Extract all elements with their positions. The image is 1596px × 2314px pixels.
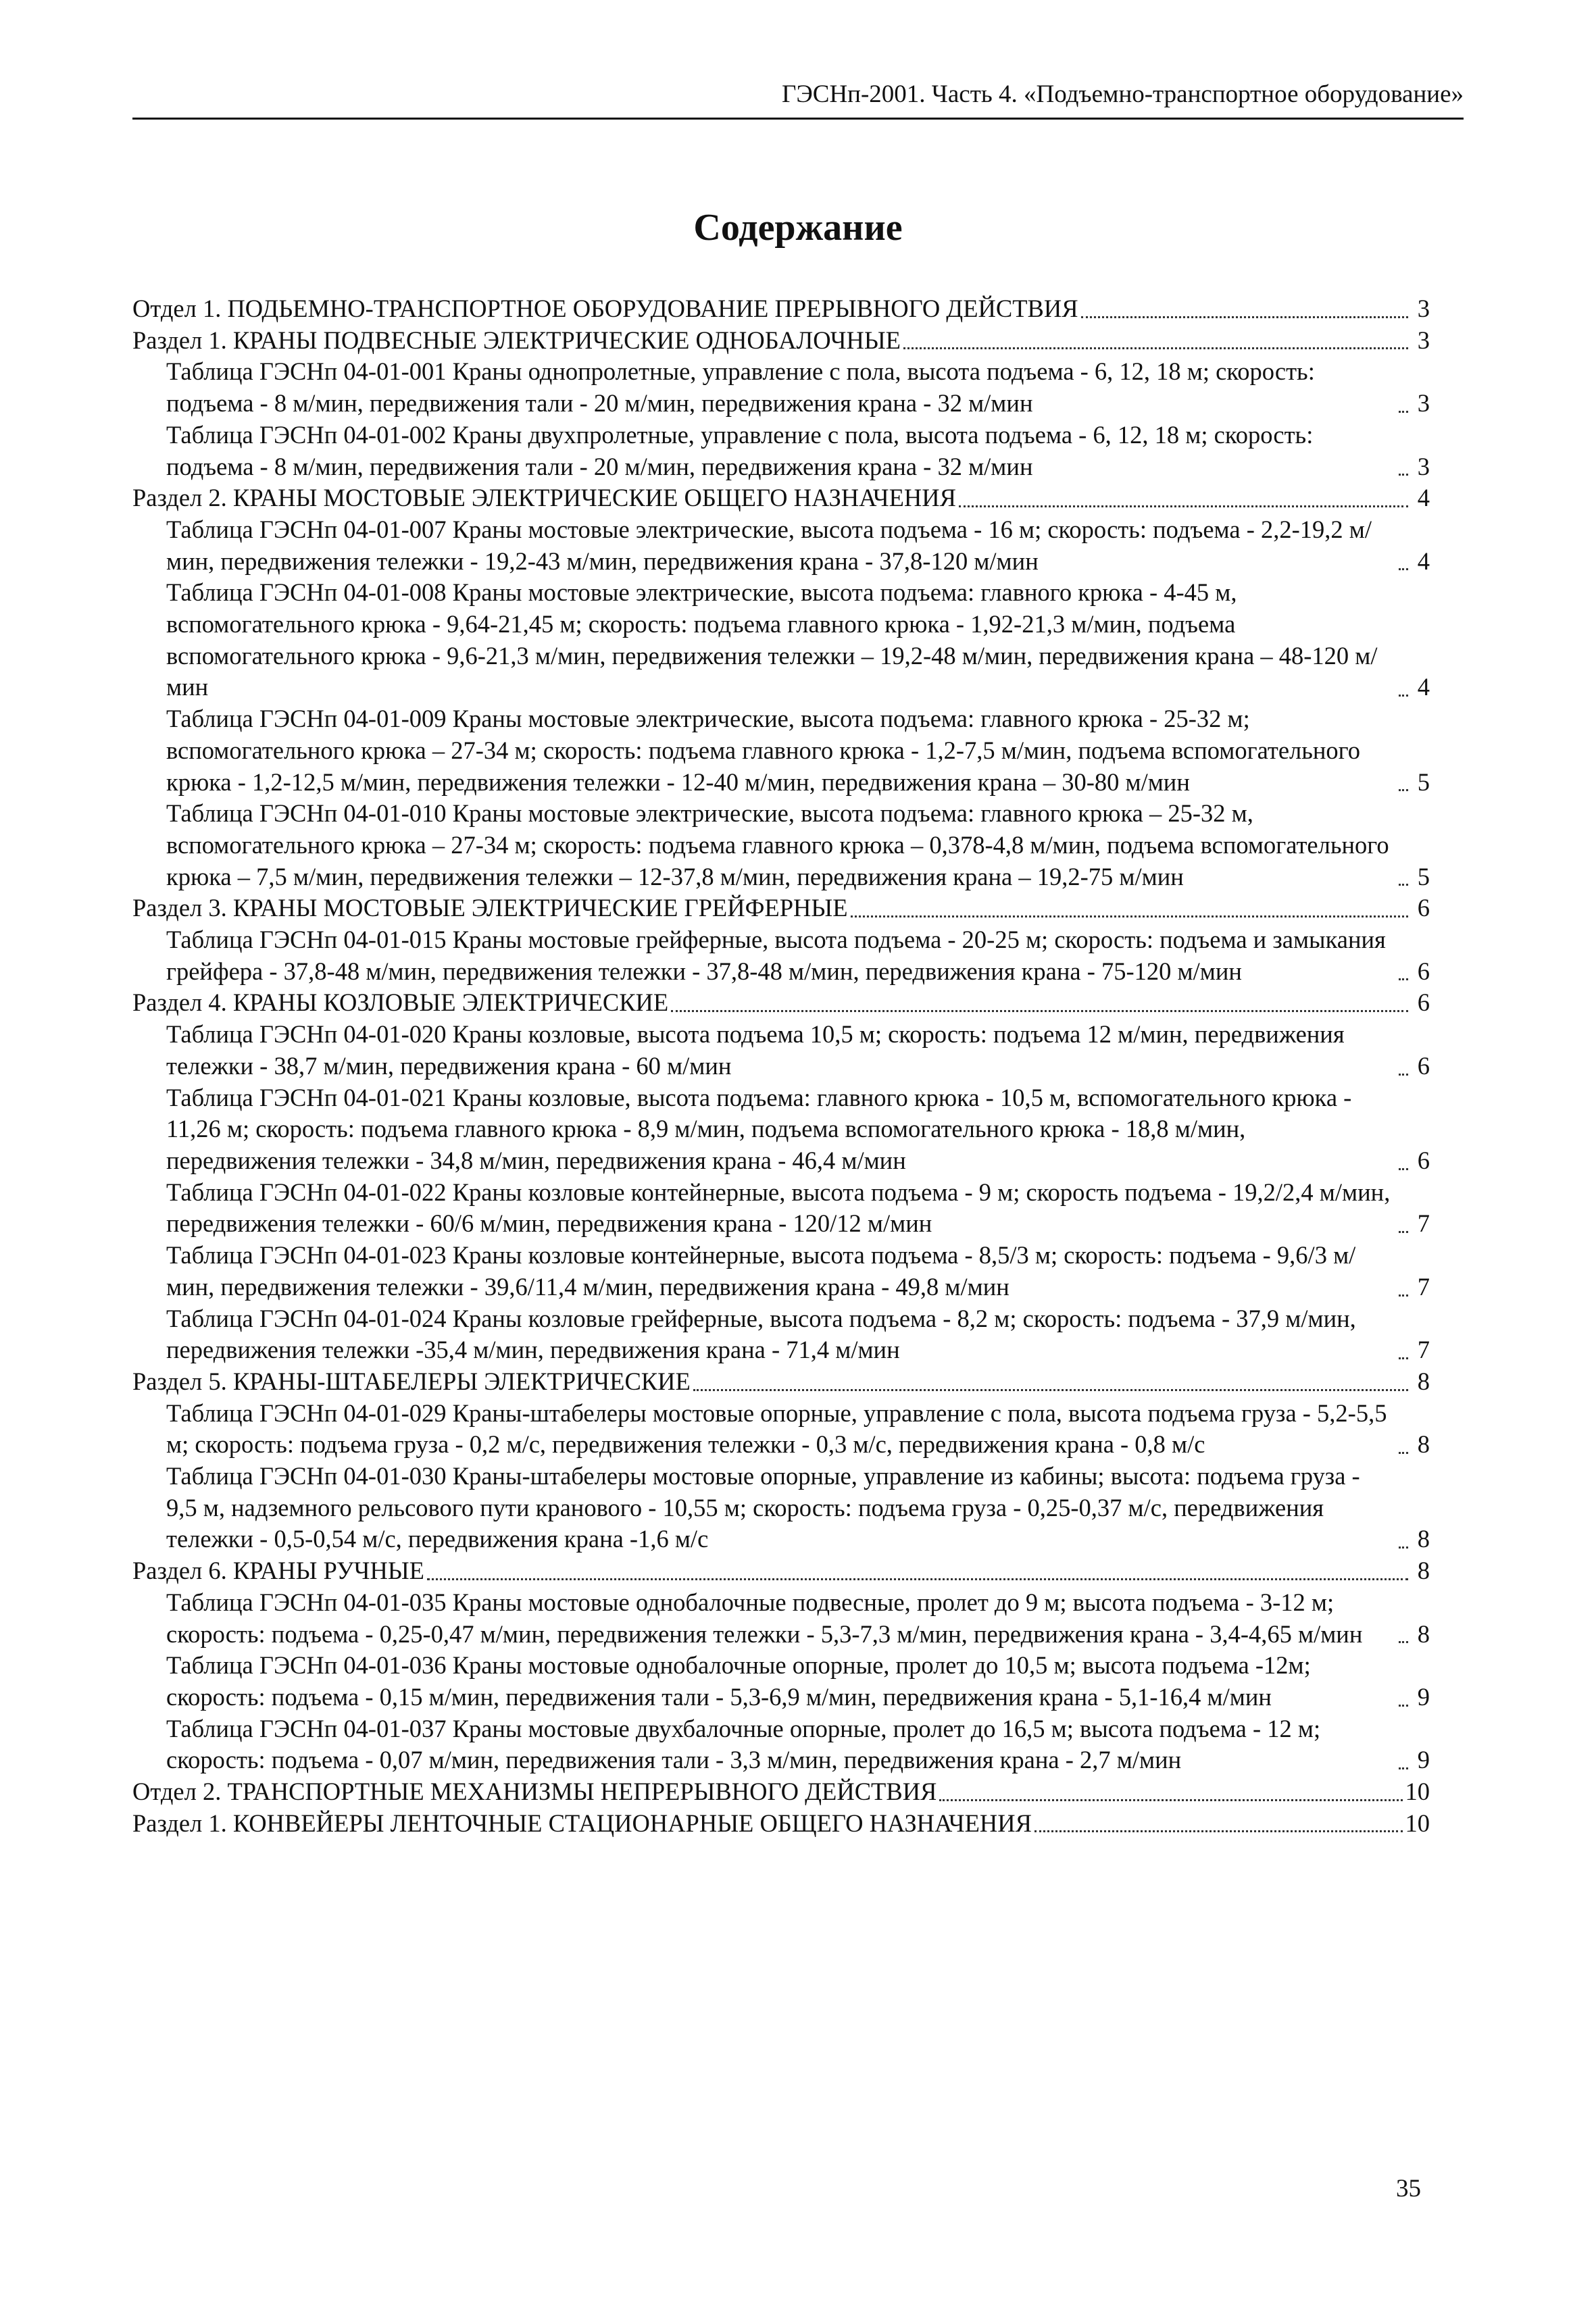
toc-entry-text: Раздел 3. КРАНЫ МОСТОВЫЕ ЭЛЕКТРИЧЕСКИЕ ГРЕЙФЕРНЫЕ (132, 894, 848, 922)
dot-leader (1399, 695, 1408, 697)
toc-entry-table[interactable] (132, 1587, 1430, 1650)
toc-entry-page: 3 (1417, 295, 1430, 322)
dot-leader (1399, 978, 1408, 980)
toc-entry-page: 3 (1417, 452, 1430, 480)
toc-entry-page: 6 (1417, 894, 1430, 922)
toc-entry-text: Таблица ГЭСНп 04-01-001 Краны однопролетные, управление с пола, высота подъема - 6, 12, 18 м; скорость: подъема - 8 м/мин, передвижения тали - 20 м/мин, передвижения крана - 32 м/мин (166, 357, 1315, 418)
toc-entry-text: Таблица ГЭСНп 04-01-022 Краны козловые контейнерные, высота подъема - 9 м; скорость подъема - 19,2/2,4 м/мин, передвижения тележки - 60/6 м/мин, передвижения крана - 120/12 м/мин (166, 1178, 1391, 1238)
toc-entry-page: 8 (1417, 1525, 1430, 1553)
toc-entry-table[interactable] (132, 1303, 1430, 1366)
toc-entry-page: 6 (1417, 1051, 1430, 1080)
toc-entry-section[interactable] (132, 892, 1430, 924)
dot-leader (1399, 1231, 1408, 1233)
toc-entry-page: 3 (1417, 389, 1430, 418)
page-title: Содержание (693, 207, 903, 249)
dot-leader (671, 1010, 1408, 1012)
dot-leader (1399, 1705, 1408, 1707)
toc-entry-page: 6 (1417, 988, 1430, 1017)
toc-entry-text: Раздел 6. КРАНЫ РУЧНЫЕ (132, 1557, 424, 1585)
toc-entry-table[interactable] (132, 1650, 1430, 1713)
toc-entry-page: 5 (1417, 862, 1430, 890)
toc-entry-text: Таблица ГЭСНп 04-01-035 Краны мостовые однобалочные подвесные, пролет до 9 м; высота подъема - 3-12 м; скорость: подъема - 0,25-0,47 м/мин, передвижения тележки - 5,3-7,3 м/мин, передвижения крана - 3,4-4,65 м/мин (166, 1588, 1363, 1648)
dot-leader (1034, 1830, 1403, 1832)
toc-entry-text: Отдел 1. ПОДЬЕМНО-ТРАНСПОРТНОЕ ОБОРУДОВАНИЕ ПРЕРЫВНОГО ДЕЙСТВИЯ (132, 295, 1078, 322)
toc-entry-text: Раздел 4. КРАНЫ КОЗЛОВЫЕ ЭЛЕКТРИЧЕСКИЕ (132, 988, 669, 1017)
toc-entry-section[interactable] (132, 482, 1430, 514)
toc-entry-text: Таблица ГЭСНп 04-01-036 Краны мостовые однобалочные опорные, пролет до 10,5 м; высота подъема -12м; скорость: подъема - 0,15 м/мин, передвижения тали - 5,3-6,9 м/мин, передвижения крана - 5,1-16,4 м/мин (166, 1651, 1311, 1711)
toc-entry-text: Отдел 2. ТРАНСПОРТНЫЕ МЕХАНИЗМЫ НЕПРЕРЫВНОГО ДЕЙСТВИЯ (132, 1778, 937, 1806)
dot-leader (1399, 1767, 1408, 1769)
toc-entry-page: 8 (1417, 1367, 1430, 1395)
toc-entry-page: 10 (1405, 1809, 1430, 1837)
toc-entry-text: Таблица ГЭСНп 04-01-029 Краны-штабелеры мостовые опорные, управление с пола, высота подъема груза - 5,2-5,5 м; скорость: подъема груза - 0,2 м/с, передвижения тележки - 0,3 м/с, передвижения крана - 0,8 м/с (166, 1399, 1387, 1459)
toc-entry-text: Таблица ГЭСНп 04-01-009 Краны мостовые электрические, высота подъема: главного крюка - 25-32 м; вспомогательного крюка – 27-34 м; скорость: подъема главного крюка - 1,2-7,5 м/мин, подъема вспомогательного крюка - 1,2-12,5 м/мин, передвижения тележки - 12-40 м/мин, передвижения крана – 30-80 м/мин (166, 705, 1360, 796)
running-header: ГЭСНп-2001. Часть 4. «Подъемно-транспортное оборудование» (781, 80, 1464, 108)
toc-entry-section[interactable] (132, 1555, 1430, 1587)
toc-entry-department[interactable] (132, 1776, 1430, 1808)
dot-leader (903, 347, 1408, 349)
dot-leader (1399, 884, 1408, 886)
toc-entry-department[interactable] (132, 293, 1430, 325)
toc-entry-table[interactable] (132, 924, 1430, 987)
toc-entry-text: Таблица ГЭСНп 04-01-037 Краны мостовые двухбалочные опорные, пролет до 16,5 м; высота подъема - 12 м; скорость: подъема - 0,07 м/мин, передвижения тали - 3,3 м/мин, передвижения крана - 2,7 м/мин (166, 1714, 1321, 1774)
toc-entry-table[interactable] (132, 1398, 1430, 1461)
toc-entry-table[interactable] (132, 1019, 1430, 1082)
table-of-contents (132, 293, 1430, 1839)
dot-leader (1399, 1074, 1408, 1076)
toc-entry-text: Раздел 2. КРАНЫ МОСТОВЫЕ ЭЛЕКТРИЧЕСКИЕ ОБЩЕГО НАЗНАЧЕНИЯ (132, 484, 956, 512)
toc-entry-text: Таблица ГЭСНп 04-01-008 Краны мостовые электрические, высота подъема: главного крюка - 4-45 м, вспомогательного крюка - 9,64-21,45 м; скорость: подъема главного крюка - 1,92-21,3 м/мин, подъема вспомогательного крюка - 9,6-21,3 м/мин, передвижения тележки – 19,2-48 м/мин, передвижения крана – 48-120 м/мин (166, 578, 1378, 701)
toc-entry-table[interactable] (132, 1713, 1430, 1776)
toc-entry-page: 9 (1417, 1746, 1430, 1774)
dot-leader (939, 1799, 1402, 1801)
toc-entry-table[interactable] (132, 514, 1430, 577)
toc-entry-section[interactable] (132, 325, 1430, 357)
dot-leader (427, 1578, 1408, 1580)
toc-entry-page: 8 (1417, 1619, 1430, 1648)
toc-entry-table[interactable] (132, 1240, 1430, 1303)
toc-entry-text: Таблица ГЭСНп 04-01-015 Краны мостовые грейферные, высота подъема - 20-25 м; скорость: подъема и замыкания грейфера - 37,8-48 м/мин, передвижения тележки - 37,8-48 м/мин, передвижения крана - 75-120 м/мин (166, 926, 1386, 985)
dot-leader (1399, 1641, 1408, 1643)
dot-leader (1399, 1357, 1408, 1359)
dot-leader (1399, 411, 1408, 413)
toc-entry-text: Раздел 1. КОНВЕЙЕРЫ ЛЕНТОЧНЫЕ СТАЦИОНАРНЫЕ ОБЩЕГО НАЗНАЧЕНИЯ (132, 1809, 1032, 1837)
toc-entry-text: Таблица ГЭСНп 04-01-020 Краны козловые, высота подъема 10,5 м; скорость: подъема 12 м/мин, передвижения тележки - 38,7 м/мин, передвижения крана - 60 м/мин (166, 1020, 1345, 1080)
toc-entry-table[interactable] (132, 356, 1430, 419)
toc-entry-text: Таблица ГЭСНп 04-01-023 Краны козловые контейнерные, высота подъема - 8,5/3 м; скорость: подъема - 9,6/3 м/мин, передвижения тележки - 39,6/11,4 м/мин, передвижения крана - 49,8 м/мин (166, 1241, 1356, 1301)
toc-entry-section[interactable] (132, 1366, 1430, 1398)
toc-entry-table[interactable] (132, 798, 1430, 892)
toc-entry-page: 6 (1417, 1146, 1430, 1174)
toc-entry-table[interactable] (132, 1177, 1430, 1240)
dot-leader (1399, 1168, 1408, 1170)
toc-entry-page: 6 (1417, 957, 1430, 985)
toc-entry-text: Таблица ГЭСНп 04-01-002 Краны двухпролетные, управление с пола, высота подъема - 6, 12, 18 м; скорость: подъема - 8 м/мин, передвижения тали - 20 м/мин, передвижения крана - 32 м/мин (166, 420, 1314, 480)
toc-entry-text: Таблица ГЭСНп 04-01-007 Краны мостовые электрические, высота подъема - 16 м; скорость: подъема - 2,2-19,2 м/мин, передвижения тележки - 19,2-43 м/мин, передвижения крана - 37,8-120 м/мин (166, 515, 1372, 575)
page-number: 35 (1396, 2175, 1421, 2203)
toc-entry-text: Таблица ГЭСНп 04-01-010 Краны мостовые электрические, высота подъема: главного крюка – 25-32 м, вспомогательного крюка – 27-34 м; скорость: подъема главного крюка – 0,378-4,8 м/мин, подъема вспомогательного крюка – 7,5 м/мин, передвижения тележки – 12-37,8 м/мин, передвижения крана – 19,2-75 м/мин (166, 799, 1389, 890)
dot-leader (1081, 316, 1408, 318)
toc-entry-page: 7 (1417, 1336, 1430, 1364)
dot-leader (1399, 474, 1408, 476)
toc-entry-page: 4 (1417, 673, 1430, 701)
toc-entry-section[interactable] (132, 987, 1430, 1019)
toc-entry-text: Раздел 5. КРАНЫ-ШТАБЕЛЕРЫ ЭЛЕКТРИЧЕСКИЕ (132, 1367, 691, 1395)
toc-entry-text: Раздел 1. КРАНЫ ПОДВЕСНЫЕ ЭЛЕКТРИЧЕСКИЕ ОДНОБАЛОЧНЫЕ (132, 326, 901, 354)
toc-entry-page: 4 (1417, 484, 1430, 512)
toc-entry-text: Таблица ГЭСНп 04-01-024 Краны козловые грейферные, высота подъема - 8,2 м; скорость: подъема - 37,9 м/мин, передвижения тележки -35,4 м/мин, передвижения крана - 71,4 м/мин (166, 1304, 1356, 1364)
toc-entry-page: 8 (1417, 1557, 1430, 1585)
toc-entry-table[interactable] (132, 1461, 1430, 1555)
toc-entry-table[interactable] (132, 1082, 1430, 1177)
dot-leader (1399, 789, 1408, 791)
header-rule (132, 118, 1464, 120)
toc-entry-page: 4 (1417, 547, 1430, 575)
toc-entry-text: Таблица ГЭСНп 04-01-021 Краны козловые, высота подъема: главного крюка - 10,5 м, вспомогательного крюка - 11,26 м; скорость: подъема главного крюка - 8,9 м/мин, подъема вспомогательного крюка - 18,8 м/мин, передвижения тележки - 34,8 м/мин, передвижения крана - 46,4 м/мин (166, 1083, 1352, 1174)
dot-leader (693, 1389, 1408, 1391)
toc-entry-page: 10 (1405, 1778, 1430, 1806)
dot-leader (1399, 568, 1408, 570)
toc-entry-page: 8 (1417, 1430, 1430, 1459)
toc-entry-text: Таблица ГЭСНп 04-01-030 Краны-штабелеры мостовые опорные, управление из кабины; высота: подъема груза - 9,5 м, надземного рельсового пути кранового - 10,55 м; скорость: подъема груза - 0,25-0,37 м/с, передвижения тележки - 0,5-0,54 м/с, передвижения крана -1,6 м/с (166, 1462, 1360, 1553)
toc-entry-page: 3 (1417, 326, 1430, 354)
toc-entry-section[interactable] (132, 1808, 1430, 1840)
toc-entry-page: 7 (1417, 1272, 1430, 1301)
toc-entry-table[interactable] (132, 703, 1430, 798)
toc-entry-page: 7 (1417, 1209, 1430, 1238)
toc-entry-page: 5 (1417, 768, 1430, 796)
dot-leader (1399, 1294, 1408, 1297)
dot-leader (851, 915, 1409, 917)
dot-leader (959, 505, 1408, 507)
dot-leader (1399, 1546, 1408, 1549)
toc-entry-table[interactable] (132, 577, 1430, 703)
toc-entry-table[interactable] (132, 420, 1430, 482)
dot-leader (1399, 1452, 1408, 1454)
toc-entry-page: 9 (1417, 1682, 1430, 1711)
